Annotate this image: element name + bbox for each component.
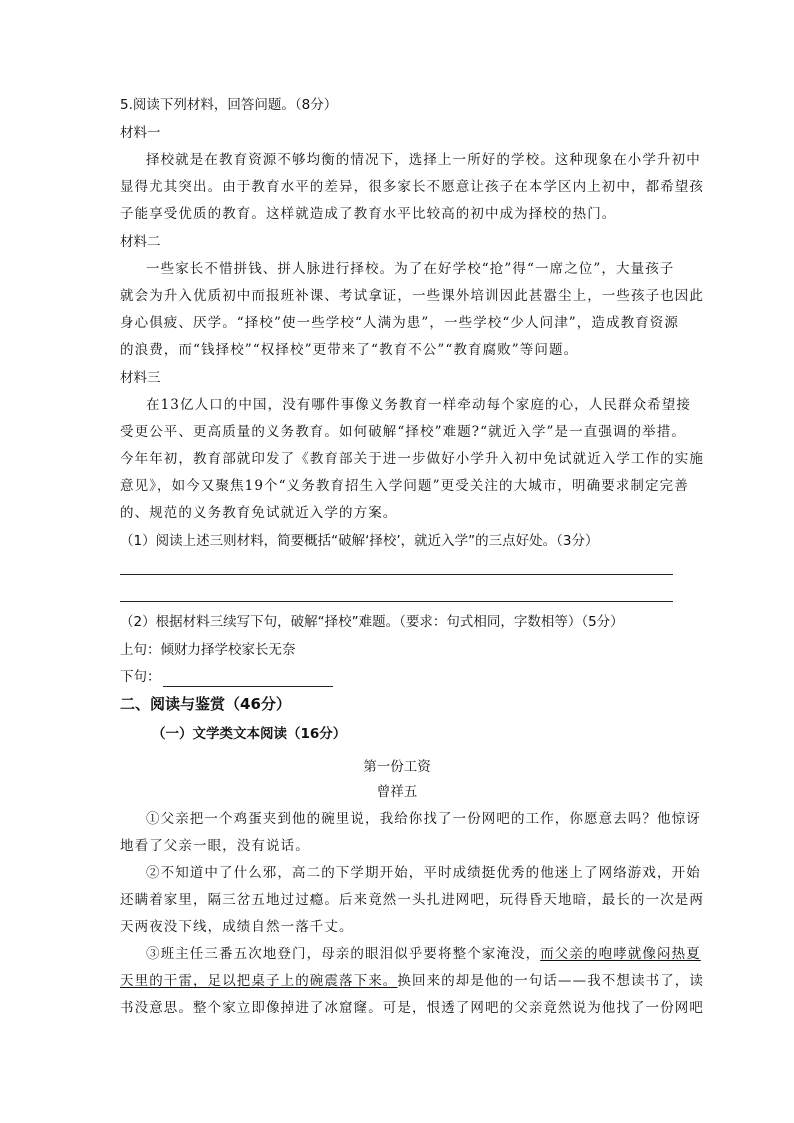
question-5-title: 5.阅读下列材料，回答问题。（8分） [120,97,338,113]
paragraph-3-line [120,971,705,991]
lower-sentence-label: 下句： [120,669,161,685]
material-3-line: 的、规范的义务教育免试就近入学的方案。 [120,505,398,521]
material-3-line: 在13亿人口的中国，没有哪件事像义务教育一样牵动每个家庭的心，人民群众希望接 [146,397,691,413]
paragraph-3-line: 书没意思。整个家立即像掉进了冰窟窿。可是，恨透了网吧的父亲竟然说为他找了一份网吧 [120,1000,704,1016]
material-3-label: 材料三 [120,370,161,386]
paragraph-2-line: 还瞒着家里，隔三岔五地过过瘾。后来竟然一头扎进网吧，玩得昏天地暗，最长的一次是两 [120,892,704,908]
material-1-label: 材料一 [120,125,161,141]
material-3-line: 今年年初，教育部就印发了《教育部关于进一步做好小学升入初中免试就近入学工作的实施 [120,451,704,467]
material-2-line: 一些家长不惜拼钱、拼人脉进行择校。为了在好学校“抢”得“一席之位”，大量孩子 [146,261,675,277]
material-2-label: 材料二 [120,234,161,250]
paragraph-3-underlined: 天里的干雷，足以把桌子上的碗震落下来。 [120,973,398,989]
section-2-subtitle: （一）文学类文本阅读（16分） [152,726,347,742]
paragraph-3-text: 换回来的却是他的一句话——我不想读书了，读 [397,973,705,989]
story-title: 第一份工资 [363,759,431,775]
paragraph-3-line [146,944,701,964]
material-3-line: 意见》，如今又聚焦19个“义务教育招生入学问题”更受关注的大城市，明确要求制定完善 [120,478,689,494]
paragraph-2-line: 天两夜没下线，成绩自然一落千丈。 [120,919,354,935]
material-1-line: 择校就是在教育资源不够均衡的情况下，选择上一所好的学校。这种现象在小学升初中 [146,152,701,168]
material-2-line: 就会为升入优质初中而报班补课、考试拿证，一些课外培训因此甚嚣尘上，一些孩子也因此 [120,288,704,304]
lower-sentence [120,667,674,687]
paragraph-3-underlined: 而父亲的咆哮就像闷热夏 [540,946,701,962]
material-1-line: 子能享受优质的教育。这样就造成了教育水平比较高的初中成为择校的热门。 [120,206,617,222]
sub-question-2: （2）根据材料三续写下句，破解“择校”难题。（要求：句式相同，字数相等）（5分） [120,614,624,630]
section-2-title: 二、阅读与鉴赏（46分） [120,695,291,713]
material-2-line: 身心俱疲、厌学。“择校”使一些学校“人满为患”，一些学校“少人问津”，造成教育资源 [120,315,680,331]
story-author: 曾祥五 [376,784,418,800]
answer-line[interactable] [120,574,673,575]
paragraph-1-line: 地看了父亲一眼，没有说话。 [120,838,310,854]
material-3-line: 受更公平、更高质量的义务教育。如何破解“择校”难题?“就近入学”是一直强调的举措。 [120,424,686,440]
paragraph-2-line: ②不知道中了什么邪，高二的下学期开始，平时成绩挺优秀的他迷上了网络游戏，开始 [146,865,701,881]
sub-question-1: （1）阅读上述三则材料，简要概括“破解‘择校’，就近入学”的三点好处。（3分） [120,533,599,549]
paragraph-3-text: ③班主任三番五次地登门，母亲的眼泪似乎要将整个家淹没， [146,946,541,962]
paragraph-1-line: ①父亲把一个鸡蛋夹到他的碗里说，我给你找了一份网吧的工作，你愿意去吗？他惊讶 [146,811,701,827]
material-1-line: 显得尤其突出。由于教育水平的差异，很多家长不愿意让孩子在本学区内上初中，都希望孩 [120,179,704,195]
material-2-line: 的浪费，而“钱择校”“权择校”更带来了“教育不公”“教育腐败”等问题。 [120,342,579,358]
answer-line[interactable] [120,601,673,602]
lower-sentence-blank[interactable] [163,672,333,687]
upper-sentence: 上句：倾财力择学校家长无奈 [120,642,296,658]
